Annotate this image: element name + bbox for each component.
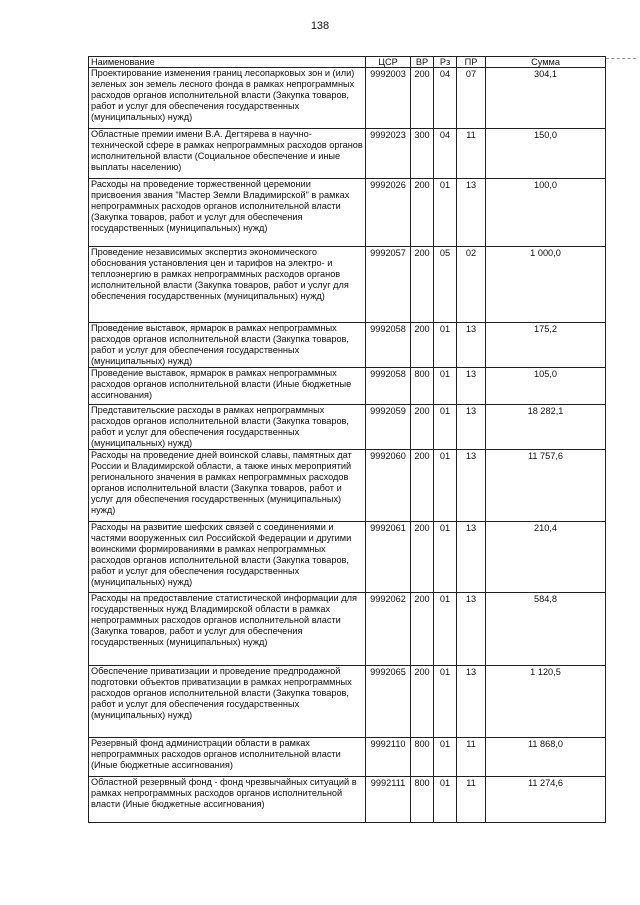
row-vr: 200 bbox=[411, 323, 434, 368]
row-rz: 01 bbox=[434, 323, 457, 368]
row-csr: 9992062 bbox=[366, 593, 411, 666]
row-sum: 304,1 bbox=[486, 68, 606, 129]
row-sum: 105,0 bbox=[486, 368, 606, 405]
header-name: Наименование bbox=[89, 57, 366, 68]
table-row bbox=[89, 405, 606, 450]
row-csr: 9992110 bbox=[366, 738, 411, 777]
page-number: 138 bbox=[310, 20, 330, 32]
row-pr: 13 bbox=[457, 450, 486, 522]
row-sum: 584,8 bbox=[486, 593, 606, 666]
row-sum: 11 757,6 bbox=[486, 450, 606, 522]
row-vr: 200 bbox=[411, 68, 434, 129]
row-pr: 11 bbox=[457, 777, 486, 823]
row-rz: 01 bbox=[434, 738, 457, 777]
row-pr: 13 bbox=[457, 405, 486, 450]
row-sum: 150,0 bbox=[486, 129, 606, 179]
row-csr: 9992058 bbox=[366, 368, 411, 405]
row-vr: 800 bbox=[411, 738, 434, 777]
table-row bbox=[89, 68, 606, 129]
table-row bbox=[89, 738, 606, 777]
row-rz: 01 bbox=[434, 450, 457, 522]
row-pr: 13 bbox=[457, 368, 486, 405]
row-sum: 11 274,6 bbox=[486, 777, 606, 823]
row-sum: 11 868,0 bbox=[486, 738, 606, 777]
row-csr: 9992061 bbox=[366, 522, 411, 593]
table-row bbox=[89, 666, 606, 738]
table-row bbox=[89, 368, 606, 405]
row-csr: 9992026 bbox=[366, 179, 411, 247]
row-rz: 01 bbox=[434, 777, 457, 823]
row-csr: 9992059 bbox=[366, 405, 411, 450]
row-csr: 9992003 bbox=[366, 68, 411, 129]
row-vr: 200 bbox=[411, 450, 434, 522]
row-pr: 13 bbox=[457, 593, 486, 666]
row-vr: 200 bbox=[411, 593, 434, 666]
row-sum: 100,0 bbox=[486, 179, 606, 247]
row-csr: 9992060 bbox=[366, 450, 411, 522]
row-csr: 9992058 bbox=[366, 323, 411, 368]
row-rz: 01 bbox=[434, 593, 457, 666]
header-rz: Рз bbox=[434, 57, 457, 68]
table-row bbox=[89, 777, 606, 823]
table-row bbox=[89, 450, 606, 522]
row-pr: 13 bbox=[457, 522, 486, 593]
row-name: Резервный фонд администрации области в рамках непрограммных расходов органов исполнительной власти (Иные бюджетные ассигнования) bbox=[89, 738, 366, 777]
row-csr: 9992057 bbox=[366, 247, 411, 323]
row-rz: 01 bbox=[434, 405, 457, 450]
header-pr: ПР bbox=[457, 57, 486, 68]
row-rz: 04 bbox=[434, 68, 457, 129]
row-sum: 1 120,5 bbox=[486, 666, 606, 738]
row-name: Проведение выставок, ярмарок в рамках непрограммных расходов органов исполнительной власти (Закупка товаров, работ и услуг для обеспечения государственных (муниципальных) нужд) bbox=[89, 323, 366, 368]
row-name: Проведение независимых экспертиз экономического обоснования установления цен и тарифов на электро- и теплоэнергию в рамках непрограммных расходов органов исполнительной власти (Закупка товаров, работ и услуг для обеспечения государственных (муниципальных) нужд) bbox=[89, 247, 366, 323]
table-row bbox=[89, 179, 606, 247]
row-vr: 200 bbox=[411, 405, 434, 450]
row-pr: 11 bbox=[457, 738, 486, 777]
row-rz: 05 bbox=[434, 247, 457, 323]
row-sum: 175,2 bbox=[486, 323, 606, 368]
row-csr: 9992065 bbox=[366, 666, 411, 738]
table-row bbox=[89, 323, 606, 368]
header-sum: Сумма bbox=[486, 57, 606, 68]
row-pr: 11 bbox=[457, 129, 486, 179]
row-name: Представительские расходы в рамках непрограммных расходов органов исполнительной власти (Закупка товаров, работ и услуг для обеспечения государственных (муниципальных) нужд) bbox=[89, 405, 366, 450]
row-vr: 800 bbox=[411, 777, 434, 823]
row-name: Областной резервный фонд - фонд чрезвычайных ситуаций в рамках непрограммных расходов органов исполнительной власти (Иные бюджетные ассигнования) bbox=[89, 777, 366, 823]
row-rz: 04 bbox=[434, 129, 457, 179]
table-body bbox=[89, 68, 606, 823]
row-name: Проектирование изменения границ лесопарковых зон и (или) зеленых зон земель лесного фонда в рамках непрограммных расходов органов исполнительной власти (Закупка товаров, работ и услуг для обеспечения государственных (муниципальных) нужд) bbox=[89, 68, 366, 129]
table-row bbox=[89, 247, 606, 323]
row-pr: 13 bbox=[457, 666, 486, 738]
row-name: Расходы на проведение торжественной церемонии присвоения звания "Мастер Земли Владимирской" в рамках непрограммных расходов органов исполнительной власти (Закупка товаров, работ и услуг для обеспечения государственных (муниципальных) нужд) bbox=[89, 179, 366, 247]
row-name: Областные премии имени В.А. Дегтярева в научно-технической сфере в рамках непрограммных расходов органов исполнительной власти (Социальное обеспечение и иные выплаты населению) bbox=[89, 129, 366, 179]
row-vr: 200 bbox=[411, 522, 434, 593]
row-sum: 18 282,1 bbox=[486, 405, 606, 450]
row-name: Проведение выставок, ярмарок в рамках непрограммных расходов органов исполнительной власти (Иные бюджетные ассигнования) bbox=[89, 368, 366, 405]
table-header-row bbox=[89, 57, 606, 68]
row-name: Обеспечение приватизации и проведение предпродажной подготовки объектов приватизации в рамках непрограммных расходов органов исполнительной власти (Закупка товаров, работ и услуг для обеспечения государственных (муниципальных) нужд) bbox=[89, 666, 366, 738]
row-pr: 13 bbox=[457, 179, 486, 247]
row-pr: 13 bbox=[457, 323, 486, 368]
row-name: Расходы на проведение дней воинской славы, памятных дат России и Владимирской области, а также иных мероприятий регионального значения в рамках непрограммных расходов органов исполнительной власти (Закупка товаров, работ и услуг для обеспечения государственных (муниципальных) нужд) bbox=[89, 450, 366, 522]
table-row bbox=[89, 522, 606, 593]
header-csr: ЦСР bbox=[366, 57, 411, 68]
table-row bbox=[89, 593, 606, 666]
row-sum: 1 000,0 bbox=[486, 247, 606, 323]
row-vr: 800 bbox=[411, 368, 434, 405]
row-name: Расходы на предоставление статистической информации для государственных нужд Владимирской области в рамках непрограммных расходов органов исполнительной власти (Закупка товаров, работ и услуг для обеспечения государственных (муниципальных) нужд) bbox=[89, 593, 366, 666]
row-rz: 01 bbox=[434, 179, 457, 247]
table-row bbox=[89, 129, 606, 179]
row-csr: 9992023 bbox=[366, 129, 411, 179]
budget-table bbox=[88, 56, 606, 823]
row-rz: 01 bbox=[434, 368, 457, 405]
row-vr: 200 bbox=[411, 666, 434, 738]
row-vr: 200 bbox=[411, 179, 434, 247]
row-name: Расходы на развитие шефских связей с соединениями и частями вооруженных сил Российской Федерации и другими воинскими формированиями в рамках непрограммных расходов органов исполнительной власти (Закупка товаров, работ и услуг для обеспечения государственных (муниципальных) нужд) bbox=[89, 522, 366, 593]
scan-mark bbox=[606, 58, 636, 60]
header-vr: ВР bbox=[411, 57, 434, 68]
row-vr: 200 bbox=[411, 247, 434, 323]
row-rz: 01 bbox=[434, 666, 457, 738]
row-csr: 9992111 bbox=[366, 777, 411, 823]
row-pr: 07 bbox=[457, 68, 486, 129]
row-vr: 300 bbox=[411, 129, 434, 179]
row-pr: 02 bbox=[457, 247, 486, 323]
row-rz: 01 bbox=[434, 522, 457, 593]
row-sum: 210,4 bbox=[486, 522, 606, 593]
